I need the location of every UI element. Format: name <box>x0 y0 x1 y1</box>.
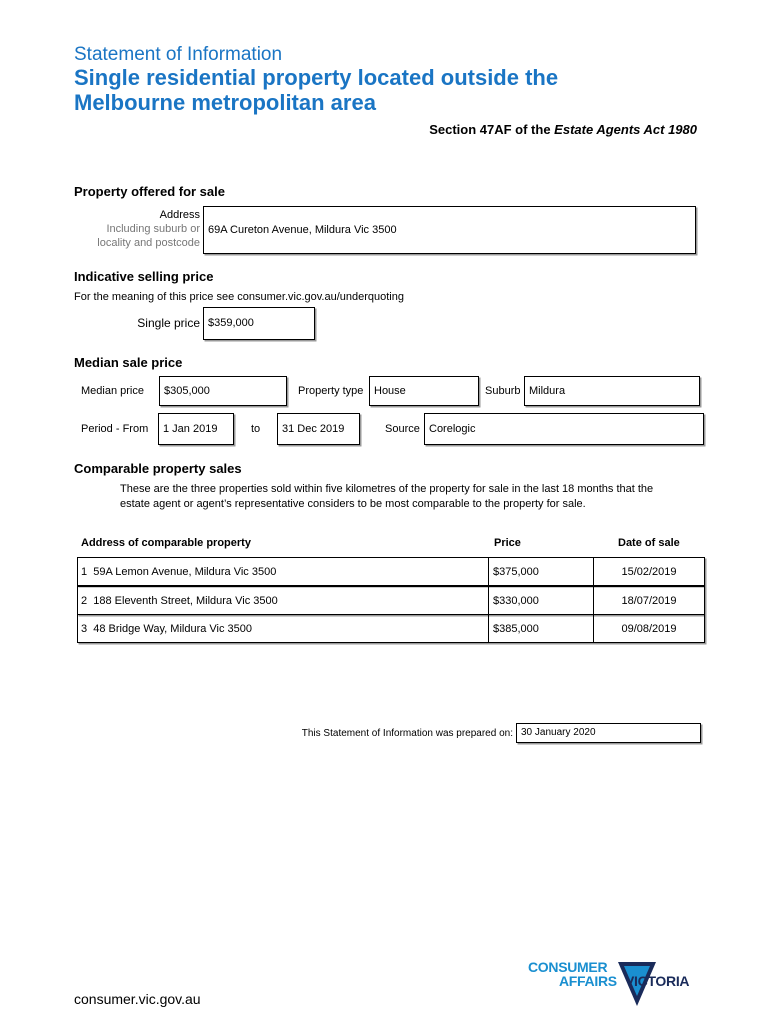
single-price-field[interactable]: $359,000 <box>203 307 315 340</box>
address-field[interactable]: 69A Cureton Avenue, Mildura Vic 3500 <box>203 206 696 254</box>
table-row <box>77 557 705 586</box>
consumer-affairs-victoria-logo <box>526 958 704 1008</box>
source-field[interactable]: Corelogic <box>424 413 704 445</box>
row-price: $385,000 <box>489 615 594 642</box>
property-type-label: Property type <box>298 385 364 397</box>
row-address-cell <box>78 587 489 614</box>
comparable-intro-line2: estate agent or agent’s representative considers to be most comparable to the property for sale. <box>120 498 586 510</box>
row-number: 2 <box>81 595 88 607</box>
row-date: 18/07/2019 <box>621 595 677 607</box>
period-to-label: to <box>251 423 261 435</box>
property-type-field[interactable]: House <box>369 376 479 406</box>
single-price-label: Single price <box>137 316 200 330</box>
comparable-heading: Comparable property sales <box>74 461 242 476</box>
row-address: 59A Lemon Avenue, Mildura Vic 3500 <box>93 566 277 578</box>
row-address-cell <box>78 615 489 642</box>
address-label: Address <box>159 209 200 221</box>
row-address-cell <box>78 558 489 585</box>
footer-url[interactable]: consumer.vic.gov.au <box>74 991 201 1007</box>
table-row <box>77 586 705 615</box>
row-price: $330,000 <box>489 587 594 614</box>
prepared-label: This Statement of Information was prepared on: <box>301 728 513 739</box>
row-date: 09/08/2019 <box>621 623 677 635</box>
table-row <box>77 614 705 643</box>
address-sublabel-2: locality and postcode <box>97 237 200 249</box>
column-header-date: Date of sale <box>618 537 680 549</box>
median-price-field[interactable]: $305,000 <box>159 376 287 406</box>
period-to-field[interactable]: 31 Dec 2019 <box>277 413 360 445</box>
source-label: Source <box>385 423 420 435</box>
logo-victoria: VICTORIA <box>625 973 690 989</box>
address-sublabel-1: Including suburb or <box>106 223 200 235</box>
prepared-date-field[interactable]: 30 January 2020 <box>516 723 701 743</box>
row-number: 3 <box>81 623 88 635</box>
document-kicker: Statement of Information <box>74 44 283 65</box>
row-number: 1 <box>81 566 88 578</box>
row-price: $375,000 <box>489 558 594 585</box>
logo-consumer: CONSUMER <box>528 959 608 975</box>
indicative-note: For the meaning of this price see consumer.vic.gov.au/underquoting <box>74 291 404 303</box>
suburb-field[interactable]: Mildura <box>524 376 700 406</box>
period-from-label: Period - From <box>81 423 149 435</box>
row-date: 15/02/2019 <box>621 566 677 578</box>
document-title-line2: Melbourne metropolitan area <box>74 90 376 115</box>
row-address: 188 Eleventh Street, Mildura Vic 3500 <box>93 595 278 607</box>
comparable-intro-line1: These are the three properties sold within five kilometres of the property for sale in the last 18 months that the <box>120 483 654 495</box>
section-act: Estate Agents Act 1980 <box>554 122 697 137</box>
indicative-heading: Indicative selling price <box>74 269 214 284</box>
logo-affairs: AFFAIRS <box>559 973 617 989</box>
property-heading: Property offered for sale <box>74 184 225 199</box>
column-header-address: Address of comparable property <box>81 537 251 549</box>
median-price-label: Median price <box>81 385 144 397</box>
suburb-label: Suburb <box>485 385 521 397</box>
section-prefix: Section 47AF of the <box>429 122 555 137</box>
column-header-price: Price <box>494 537 521 549</box>
document-title-line1: Single residential property located outside the <box>74 65 559 90</box>
section-reference <box>429 122 697 137</box>
row-address: 48 Bridge Way, Mildura Vic 3500 <box>93 623 253 635</box>
period-from-field[interactable]: 1 Jan 2019 <box>158 413 234 445</box>
median-heading: Median sale price <box>74 355 183 370</box>
